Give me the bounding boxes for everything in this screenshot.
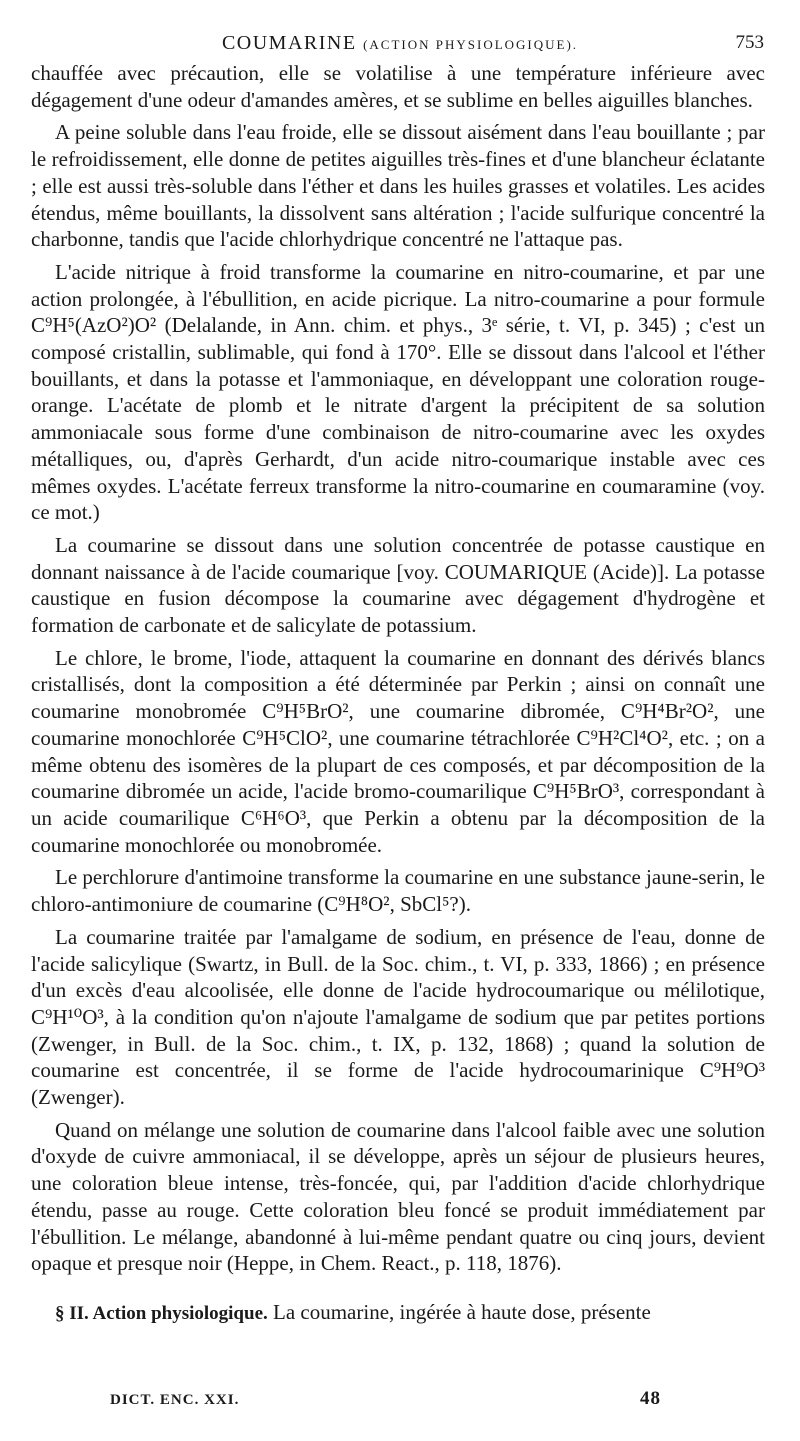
footer-signature: DICT. ENC. XXI. xyxy=(110,1392,240,1408)
body-text xyxy=(31,60,765,1328)
header-title-sub: (ACTION PHYSIOLOGIQUE). xyxy=(363,37,579,52)
paragraph-3: L'acide nitrique à froid transforme la coumarine en nitro-coumarine, et par une action prolongée, à l'ébullition, en acide picrique. La nitro-coumarine a pour formule C⁹H⁵(AzO²)O² (Delalande, in Ann. chim. et phys., 3ᵉ série, t. VI, p. 345) ; c'est un composé cristallin, sublimable, qui fond à 170°. Elle se dissout dans l'alcool et l'éther bouillants, et dans la potasse et l'ammoniaque, en développant une coloration rouge-orange. L'acétate de plomb et le nitrate d'argent la précipitent de sa solution ammoniacale sous forme d'une combinaison de nitro-coumarine avec les oxydes métalliques, ou, d'après Gerhardt, d'un acide nitro-coumarique instable avec ces mêmes oxydes. L'acétate ferreux transforme la nitro-coumarine en coumaramine (voy. ce mot.) xyxy=(31,259,765,525)
paragraph-7: La coumarine traitée par l'amalgame de sodium, en présence de l'eau, donne de l'acide salicylique (Swartz, in Bull. de la Soc. chim., t. VI, p. 333, 1866) ; en présence d'un excès d'eau alcoolisée, elle donne de l'acide hydrocoumarique ou mélilotique, C⁹H¹⁰O³, à la condition qu'on n'ajoute l'amalgame de sodium que par petites portions (Zwenger, in Bull. de la Soc. chim., t. IX, p. 132, 1868) ; quand la solution de coumarine est concentrée, il se forme de l'acide hydrocoumarinique C⁹H⁹O³ (Zwenger). xyxy=(31,924,765,1110)
page-footer xyxy=(0,1388,800,1414)
section-paragraph xyxy=(31,1299,765,1328)
page-number: 753 xyxy=(735,32,764,53)
section-text: La coumarine, ingérée à haute dose, présente xyxy=(273,1299,651,1324)
section-heading: § II. Action physiologique. xyxy=(55,1302,268,1324)
paragraph-8: Quand on mélange une solution de coumarine dans l'alcool faible avec une solution d'oxyde de cuivre ammoniacal, il se développe, après un séjour de plusieurs heures, une coloration bleue intense, très-foncée, qui, par l'addition d'acide chlorhydrique étendu, passe au rouge. Cette coloration bleu foncé se produit immédiatement par l'ébullition. Le mélange, abandonné à lui-même pendant quatre ou cinq jours, devient opaque et presque noir (Heppe, in Chem. React., p. 118, 1876). xyxy=(31,1117,765,1276)
paragraph-5: Le chlore, le brome, l'iode, attaquent la coumarine en donnant des dérivés blancs cristallisés, dont la composition a été déterminée par Perkin ; ainsi on connaît une coumarine monobromée C⁹H⁵BrO², une coumarine dibromée, C⁹H⁴Br²O², une coumarine monochlorée C⁹H⁵ClO², une coumarine tétrachlorée C⁹H²Cl⁴O², etc. ; on a même obtenu des isomères de la plupart de ces composés, et par décomposition de la coumarine dibromée un acide, l'acide bromo-coumarilique C⁹H⁵BrO³, correspondant à un acide coumarilique C⁶H⁶O³, que Perkin a obtenu par la décomposition de la coumarine monochlorée ou monobromée. xyxy=(31,645,765,857)
paragraph-1: chauffée avec précaution, elle se volatilise à une température inférieure avec dégagement d'une odeur d'amandes amères, et se sublime en belles aiguilles blanches. xyxy=(31,61,765,112)
paragraph-6: Le perchlorure d'antimoine transforme la coumarine en une substance jaune-serin, le chloro-antimoniure de coumarine (C⁹H⁸O², SbCl⁵?). xyxy=(31,865,765,917)
running-header xyxy=(0,28,800,58)
header-title xyxy=(0,28,800,60)
header-title-main: COUMARINE xyxy=(221,32,357,54)
footer-gathering-number: 48 xyxy=(640,1388,661,1409)
paragraph-2: A peine soluble dans l'eau froide, elle se dissout aisément dans l'eau bouillante ; par le refroidissement, elle donne de petites aiguilles très-fines et d'une blancheur éclatante ; elle est aussi très-soluble dans l'éther et dans les huiles grasses et volatiles. Les acides étendus, même bouillants, la dissolvent sans altération ; l'acide sulfurique concentré la charbonne, tandis que l'acide chlorhydrique concentré ne l'attaque pas. xyxy=(31,120,765,252)
paragraph-4: La coumarine se dissout dans une solution concentrée de potasse caustique en donnant naissance à de l'acide coumarique [voy. COUMARIQUE (Acide)]. La potasse caustique en fusion décompose la coumarine avec dégagement d'hydrogène et formation de carbonate et de salicylate de potassium. xyxy=(31,532,765,638)
